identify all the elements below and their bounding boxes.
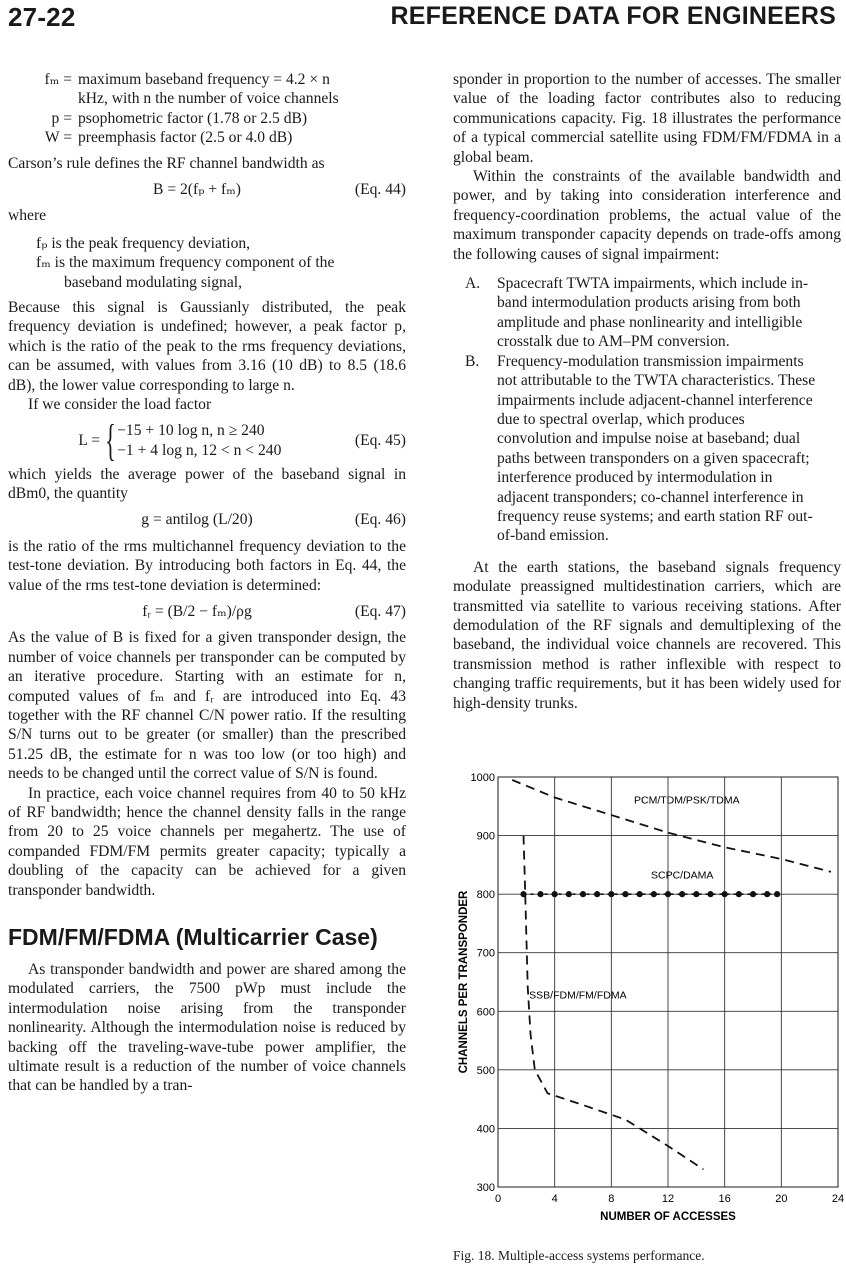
- series-marker: [580, 891, 586, 897]
- equation-cases: [117, 421, 281, 461]
- left-column: [8, 70, 406, 1096]
- definition-symbol: W =: [44, 129, 72, 147]
- series-marker: [651, 891, 657, 897]
- where-item-text: fₚ is the peak frequency deviation,: [36, 234, 251, 252]
- y-tick-label: 1000: [470, 772, 495, 784]
- paragraph: As transponder bandwidth and power are shared among the modulated carriers, the 7500 pWp must include the intermodulation noise arising from the transponder nonlinearity. Although the intermodulation noise is reduced by backing off the traveling-wave-tube power amplifier, the ultimate result is a reduction of the number of voice channels that can be handled by a tran-: [8, 961, 406, 1095]
- paragraph: As the value of B is fixed for a given transponder design, the number of voice channels per transponder can be computed by an iterative procedure. Starting with an estimate for n, computed values of fₘ and fᵣ are introduced into Eq. 43 together with the RF channel C/N power ratio. If the resulting S/N turns out to be greater (or smaller) than the prescribed 51.25 dB, the estimate for n was too low (or too high) and needs to be changed until the correct value of S/N is found.: [8, 629, 406, 783]
- equation-body: g = antilog (L/20): [141, 511, 253, 529]
- figure-caption: Fig. 18. Multiple-access systems performance.: [453, 1248, 705, 1263]
- chart-series-labels: [529, 794, 739, 1001]
- equation-body: B = 2(fₚ + fₘ): [153, 181, 241, 199]
- equation-44: [8, 180, 406, 199]
- series-marker: [622, 891, 628, 897]
- definition-continuation: kHz, with n the number of voice channels: [78, 90, 339, 108]
- paragraph: Because this signal is Gaussianly distributed, the peak frequency deviation is undefined; however, a peak factor p, which is the ratio of the peak to the rms frequency deviations, can be assumed, with values from 3.16 (10 dB) to 8.5 (18.6 dB), the lower value corresponding to large n.: [8, 299, 406, 394]
- equation-46: [8, 510, 406, 529]
- paragraph: At the earth stations, the baseband signals frequency modulate preassigned multidestination carriers, which are transmitted via satellite to various receiving stations. After demodulation of the RF signals and demultiplexing of the baseband, the individual voice channels are recovered. This transmission method is rather inflexible with respect to changing traffic requirements, but it has been widely used for high-density trunks.: [453, 558, 841, 712]
- equation-case: −15 + 10 log n, n ≥ 240: [117, 421, 265, 439]
- series-line-2: [524, 836, 704, 1170]
- series-marker: [722, 891, 728, 897]
- y-tick-label: 500: [476, 1064, 495, 1077]
- paragraph: where: [8, 207, 47, 225]
- series-marker: [608, 891, 614, 897]
- y-tick-label: 700: [476, 947, 495, 960]
- equation-lhs: L =: [78, 431, 100, 449]
- series-marker: [736, 891, 742, 897]
- where-list: [8, 234, 406, 292]
- equation-number: (Eq. 45): [354, 431, 406, 449]
- list-item: [453, 352, 841, 546]
- paragraph: sponder in proportion to the number of accesses. The smaller value of the loading factor contributes also to reducing communications capacity. Fig. 18 illustrates the performance of a typical commercial satellite using FDM/FM/FDMA in a global beam.: [453, 71, 841, 166]
- x-tick-label: 24: [831, 1193, 845, 1205]
- performance-chart: [453, 767, 846, 1237]
- x-tick-label: 12: [661, 1193, 675, 1205]
- x-axis-label: NUMBER OF ACCESSES: [600, 1211, 736, 1223]
- paragraph: is the ratio of the rms multichannel frequency deviation to the test-tone deviation. By introducing both factors in Eq. 44, the value of the rms test-tone deviation is determined:: [8, 537, 406, 594]
- series-marker: [693, 891, 699, 897]
- series-label: SCPC/DAMA: [651, 869, 714, 882]
- list-label: B.: [465, 352, 480, 370]
- list-text: Frequency-modulation transmission impairments not attributable to the TWTA characteristics. These impairments include adjacent-channel interference due to spectral overlap, which produces convolution and impulse noise at baseband; dual paths between transponders on a given spacecraft; interference produced by intermodulation in adjacent transponders; co-channel interference in frequency reuse systems; and earth station RF out-of-band emission.: [497, 352, 816, 545]
- definition-text: psophometric factor (1.78 or 2.5 dB): [78, 109, 308, 127]
- section-title: FDM/FM/FDMA (Multicarrier Case): [8, 924, 378, 951]
- series-marker: [552, 891, 558, 897]
- equation-body: fᵣ = (B/2 − fₘ)/ρg: [142, 602, 252, 620]
- chart-series: [512, 780, 831, 1170]
- paragraph: Carson’s rule defines the RF channel bandwidth as: [8, 154, 325, 172]
- series-marker: [665, 891, 671, 897]
- equation-case: −1 + 4 log n, 12 < n < 240: [117, 441, 282, 459]
- definitions-list: [44, 70, 406, 148]
- list-label: A.: [465, 275, 481, 293]
- series-marker: [566, 891, 572, 897]
- equation-number: (Eq. 47): [354, 602, 406, 620]
- page-number: 27-22: [8, 2, 76, 32]
- y-tick-label: 400: [476, 1123, 495, 1136]
- x-tick-label: 0: [494, 1193, 502, 1205]
- paragraph: Within the constraints of the available bandwidth and power, and by taking into consideration interference and frequency-coordination problems, the actual value of the maximum transponder capacity depends on trade-offs among the following causes of signal impairment:: [453, 168, 841, 263]
- definition-item: [44, 70, 406, 89]
- paragraph: which yields the average power of the baseband signal in dBm0, the quantity: [8, 465, 406, 502]
- list-text: Spacecraft TWTA impairments, which include in-band intermodulation products arising from both amplitude and phase nonlinearity and intelligible crosstalk due to AM–PM conversion.: [497, 275, 809, 351]
- where-item: [8, 234, 406, 253]
- x-tick-label: 4: [551, 1193, 558, 1205]
- y-axis-label: CHANNELS PER TRANSPONDER: [458, 890, 470, 1074]
- y-tick-label: 300: [476, 1182, 495, 1194]
- series-marker: [537, 891, 543, 897]
- definition-item: [44, 128, 406, 147]
- series-marker: [764, 891, 770, 897]
- series-marker: [637, 891, 643, 897]
- paragraph: In practice, each voice channel requires from 40 to 50 kHz of RF bandwidth; hence the channel density falls in the range from 20 to 25 voice channels per megahertz. The use of companded FDM/FM permits greater capacity; typically a doubling of the capacity can be achieved for a given transponder bandwidth.: [8, 784, 406, 899]
- equation-47: [8, 602, 406, 621]
- y-tick-label: 900: [476, 830, 495, 843]
- y-tick-label: 600: [476, 1006, 495, 1019]
- right-column: [453, 70, 841, 713]
- y-tick-label: 800: [476, 889, 495, 902]
- series-marker: [707, 891, 713, 897]
- where-item-continuation: baseband modulating signal,: [64, 273, 242, 291]
- x-tick-label: 8: [608, 1193, 615, 1205]
- paragraph: If we consider the load factor: [28, 396, 212, 414]
- definition-text: maximum baseband frequency = 4.2 × n: [78, 71, 330, 88]
- equation-number: (Eq. 44): [354, 181, 406, 199]
- equation-number: (Eq. 46): [354, 511, 406, 529]
- chart-grid: [498, 777, 838, 1187]
- brace-glyph: {: [105, 415, 116, 465]
- definition-item: [44, 109, 406, 128]
- where-item: [8, 253, 406, 292]
- list-item: [453, 274, 841, 352]
- x-tick-label: 16: [718, 1193, 731, 1205]
- x-tick-label: 20: [775, 1193, 788, 1205]
- definition-symbol: p =: [51, 109, 72, 127]
- series-marker: [679, 891, 685, 897]
- series-label: SSB/FDM/FM/FDMA: [529, 989, 627, 1002]
- where-item-text: fₘ is the maximum frequency component of the: [36, 254, 335, 272]
- equation-45: [8, 415, 406, 465]
- series-label: PCM/TDM/PSK/TDMA: [634, 794, 740, 807]
- definition-symbol: fₘ =: [44, 71, 72, 88]
- series-marker: [774, 891, 780, 897]
- definition-text: preemphasis factor (2.5 or 4.0 dB): [78, 129, 293, 147]
- impairment-list: [453, 274, 841, 546]
- series-marker: [594, 891, 600, 897]
- series-marker: [750, 891, 756, 897]
- running-title: REFERENCE DATA FOR ENGINEERS: [390, 2, 836, 30]
